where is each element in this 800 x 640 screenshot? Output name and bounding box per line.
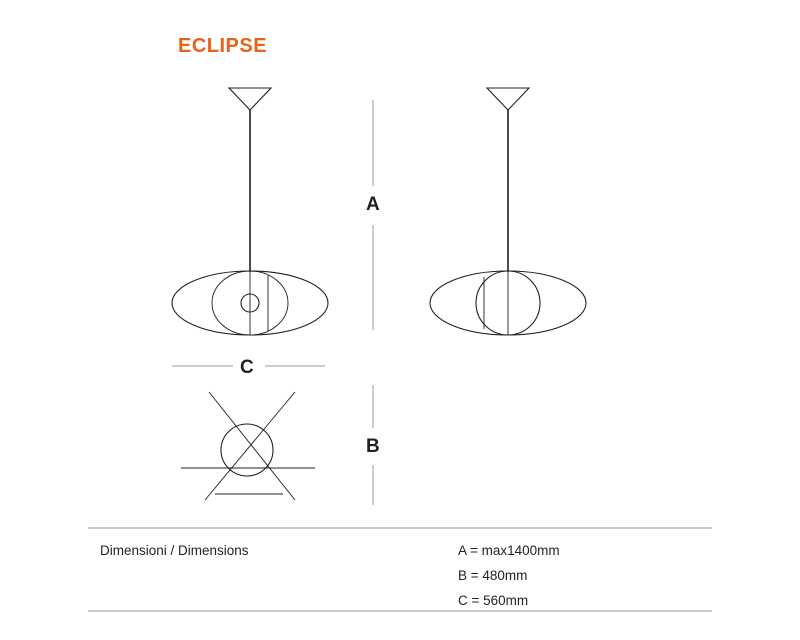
side-elevation-pendant-lamp	[430, 88, 586, 335]
dimensions-table-label: Dimensioni / Dimensions	[100, 543, 249, 558]
dimension-value-c: C = 560mm	[458, 593, 529, 608]
page-title: ECLIPSE	[178, 35, 268, 57]
plan-view-pendant-lamp	[181, 392, 315, 500]
dimension-label-b: B	[366, 436, 380, 457]
dimension-label-a: A	[366, 194, 380, 215]
dimension-value-b: B = 480mm	[458, 568, 528, 583]
dimension-value-a: A = max1400mm	[458, 543, 560, 558]
spec-table-rules	[88, 528, 712, 611]
front-elevation-pendant-lamp	[172, 88, 328, 335]
dimension-label-c: C	[240, 357, 254, 378]
